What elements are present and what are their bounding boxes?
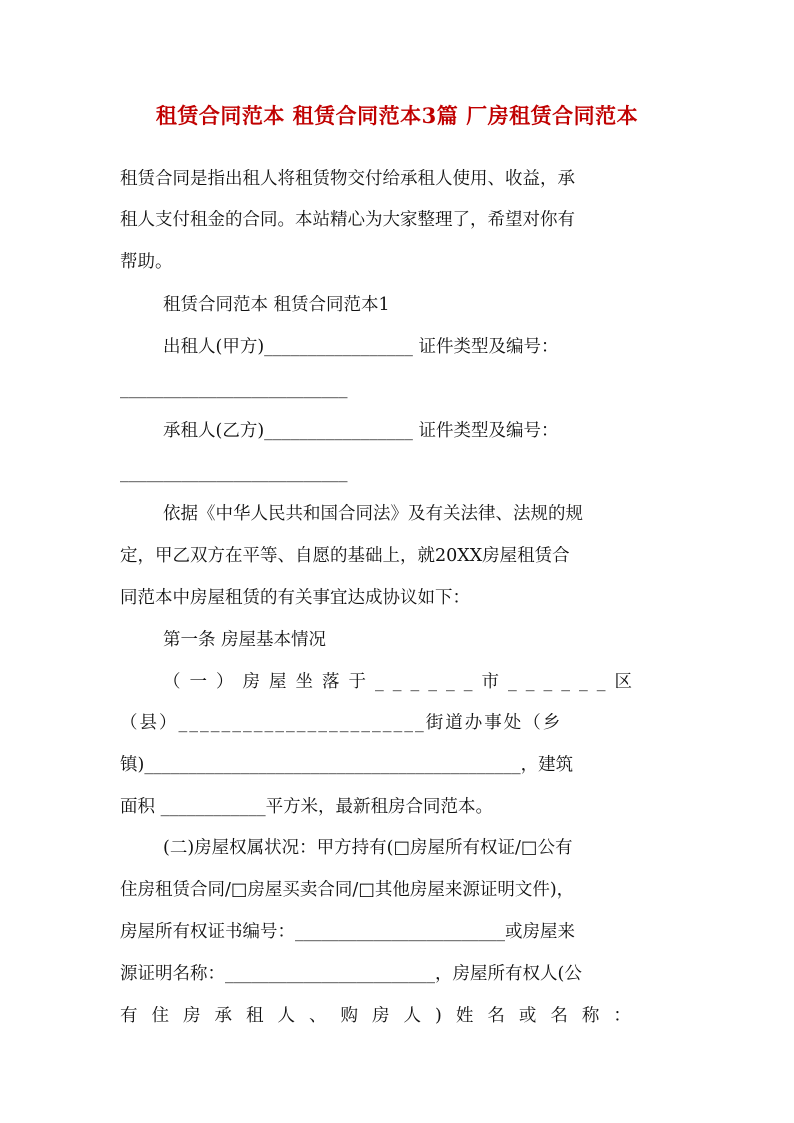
ownership-line-4: 源证明名称：________________________，房屋所有权人(公: [120, 964, 582, 984]
ownership-line-3: 房屋所有权证书编号：________________________或房屋来: [120, 922, 575, 942]
location-line-3: 镇)___________________________________________，建筑: [120, 755, 574, 775]
basis-line-2: 定，甲乙双方在平等、自愿的基础上，就20XX房屋租赁合: [120, 546, 570, 566]
intro-line-1: 租赁合同是指出租人将租赁物交付给承租人使用、收益，承: [120, 169, 575, 189]
document-title: 租赁合同范本 租赁合同范本3篇 厂房租赁合同范本: [155, 103, 639, 128]
lessor-field: 出租人(甲方)_________________ 证件类型及编号：: [163, 337, 559, 357]
intro-line-3: 帮助。: [120, 252, 173, 272]
basis-line-1: 依据《中华人民共和国合同法》及有关法律、法规的规: [163, 504, 583, 524]
lessor-id-blank: __________________________: [120, 379, 348, 399]
ownership-line-5: 有住房承租人、购房人)姓名或名称：: [120, 1006, 645, 1026]
basis-line-3: 同范本中房屋租赁的有关事宜达成协议如下：: [120, 588, 470, 608]
lessee-id-blank: __________________________: [120, 463, 348, 483]
section-heading: 租赁合同范本 租赁合同范本1: [163, 295, 390, 315]
location-line-4: 面积 ____________平方米，最新租房合同范本。: [120, 797, 494, 817]
lessee-field: 承租人(乙方)_________________ 证件类型及编号：: [163, 421, 559, 441]
ownership-line-1: (二)房屋权属状况：甲方持有(□房屋所有权证/□公有: [163, 838, 573, 858]
ownership-line-2: 住房租赁合同/□房屋买卖合同/□其他房屋来源证明文件)，: [120, 880, 575, 900]
location-line-1: （一）房屋坐落于______市______区: [163, 672, 641, 692]
article-1-heading: 第一条 房屋基本情况: [163, 630, 327, 650]
location-line-2: （县）_______________________街道办事处（乡: [120, 713, 563, 733]
intro-line-2: 租人支付租金的合同。本站精心为大家整理了，希望对你有: [120, 210, 575, 230]
